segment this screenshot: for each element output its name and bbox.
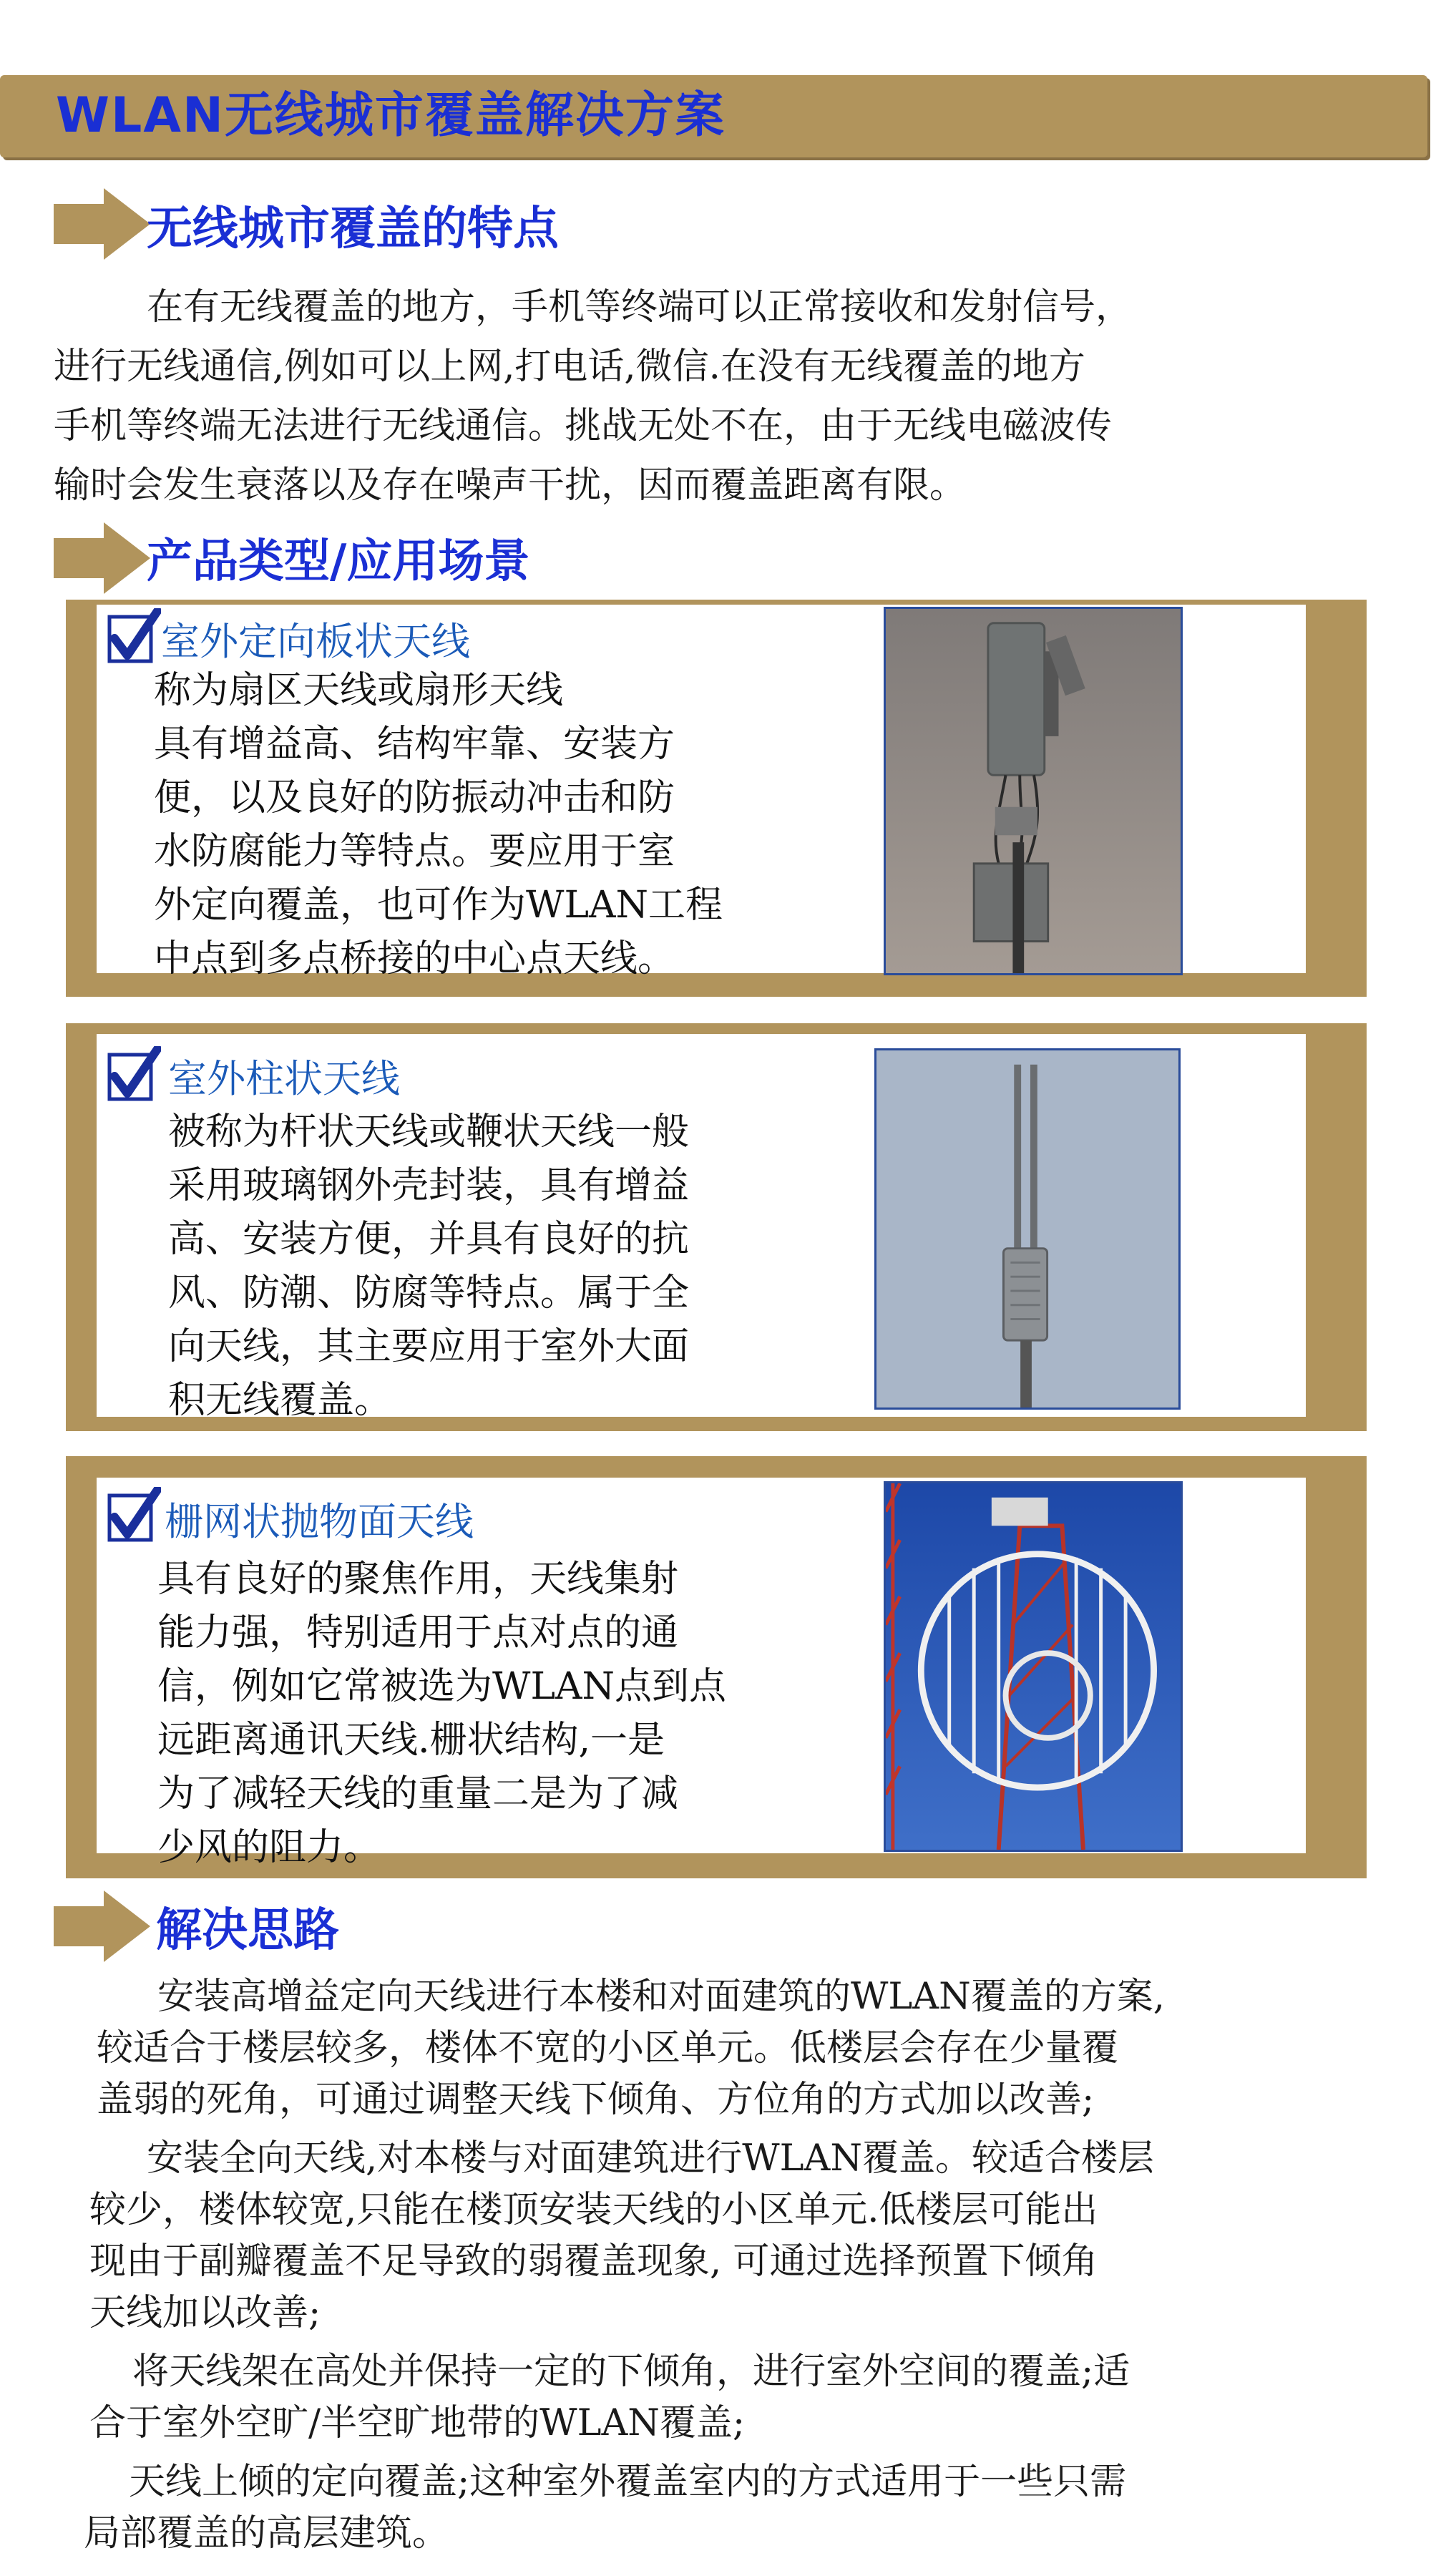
- title-banner: [0, 75, 1427, 157]
- description-line: 能力强，特别适用于点对点的通: [157, 1611, 679, 1654]
- section-title-features: 无线城市覆盖的特点: [147, 203, 559, 255]
- section-title-products: 产品类型/应用场景: [147, 535, 530, 588]
- paragraph-line: 天线加以改善;: [89, 2292, 321, 2334]
- paragraph-line: 盖弱的死角，可通过调整天线下倾角、方位角的方式加以改善;: [97, 2079, 1095, 2121]
- description-line: 为了减轻天线的重量二是为了减: [157, 1772, 679, 1815]
- card-title: 室外定向板状天线: [161, 619, 470, 664]
- description-line: 高、安装方便，并具有良好的抗: [168, 1218, 690, 1261]
- paragraph-line: 较少，楼体较宽,只能在楼顶安装天线的小区单元.低楼层可能出: [89, 2189, 1098, 2231]
- paragraph-line: 手机等终端无法进行无线通信。挑战无处不在，由于无线电磁波传: [54, 405, 1113, 447]
- description-line: 便，以及良好的防振动冲击和防: [154, 776, 675, 819]
- panel-antenna-photo: [884, 607, 1183, 975]
- description-line: 外定向覆盖，也可作为WLAN工程: [154, 884, 723, 927]
- omni-antenna-photo: [874, 1048, 1181, 1410]
- description-line: 向天线，其主要应用于室外大面: [168, 1325, 690, 1368]
- section-arrow-icon: [54, 522, 150, 594]
- checkmark-icon: [107, 1046, 161, 1103]
- description-line: 被称为杆状天线或鞭状天线一般: [168, 1111, 690, 1153]
- paragraph-line: 安装高增益定向天线进行本楼和对面建筑的WLAN覆盖的方案,: [157, 1976, 1165, 2018]
- paragraph-line: 输时会发生衰落以及存在噪声干扰，因而覆盖距离有限。: [54, 464, 967, 507]
- card-title: 栅网状抛物面天线: [165, 1499, 474, 1544]
- paragraph-line: 安装全向天线,对本楼与对面建筑进行WLAN覆盖。较适合楼层: [147, 2137, 1154, 2180]
- card-description: [157, 1553, 726, 1875]
- description-line: 风、防潮、防腐等特点。属于全: [168, 1272, 690, 1314]
- page-title: WLAN无线城市覆盖解决方案: [56, 87, 726, 144]
- grid-parabolic-antenna-photo: [884, 1481, 1183, 1852]
- checkmark-icon: [107, 608, 161, 665]
- paragraph-line: 在有无线覆盖的地方，手机等终端可以正常接收和发射信号，: [147, 286, 1133, 328]
- paragraph-line: 进行无线通信,例如可以上网,打电话,微信.在没有无线覆盖的地方: [54, 346, 1085, 388]
- section-title-solution: 解决思路: [156, 1904, 339, 1957]
- card-description: [168, 1106, 689, 1428]
- card-title: 室外柱状天线: [168, 1056, 400, 1101]
- description-line: 信，例如它常被选为WLAN点到点: [157, 1665, 727, 1708]
- description-line: 具有良好的聚焦作用，天线集射: [157, 1558, 679, 1601]
- features-paragraph: [54, 278, 1132, 515]
- description-line: 远距离通讯天线.栅状结构,一是: [157, 1719, 665, 1762]
- description-line: 积无线覆盖。: [168, 1379, 392, 1422]
- solution-paragraph: [84, 1971, 1165, 2560]
- paragraph-line: 合于室外空旷/半空旷地带的WLAN覆盖;: [89, 2402, 746, 2444]
- description-line: 水防腐能力等特点。要应用于室: [154, 830, 675, 873]
- description-line: 采用玻璃钢外壳封装，具有增益: [168, 1164, 690, 1207]
- section-arrow-icon: [54, 1890, 150, 1962]
- description-line: 称为扇区天线或扇形天线: [154, 669, 564, 712]
- paragraph-line: 现由于副瓣覆盖不足导致的弱覆盖现象, 可通过选择预置下倾角: [89, 2240, 1098, 2283]
- description-line: 少风的阻力。: [157, 1826, 381, 1869]
- checkmark-icon: [107, 1487, 161, 1544]
- description-line: 具有增益高、结构牢靠、安装方: [154, 723, 675, 766]
- paragraph-line: 较适合于楼层较多，楼体不宽的小区单元。低楼层会存在少量覆: [97, 2027, 1119, 2069]
- paragraph-line: 将天线架在高处并保持一定的下倾角，进行室外空间的覆盖;适: [132, 2351, 1130, 2393]
- paragraph-line: 局部覆盖的高层建筑。: [84, 2512, 449, 2555]
- description-line: 中点到多点桥接的中心点天线。: [154, 937, 675, 980]
- section-arrow-icon: [54, 188, 150, 260]
- card-description: [154, 664, 723, 986]
- paragraph-line: 天线上倾的定向覆盖;这种室外覆盖室内的方式适用于一些只需: [129, 2461, 1127, 2503]
